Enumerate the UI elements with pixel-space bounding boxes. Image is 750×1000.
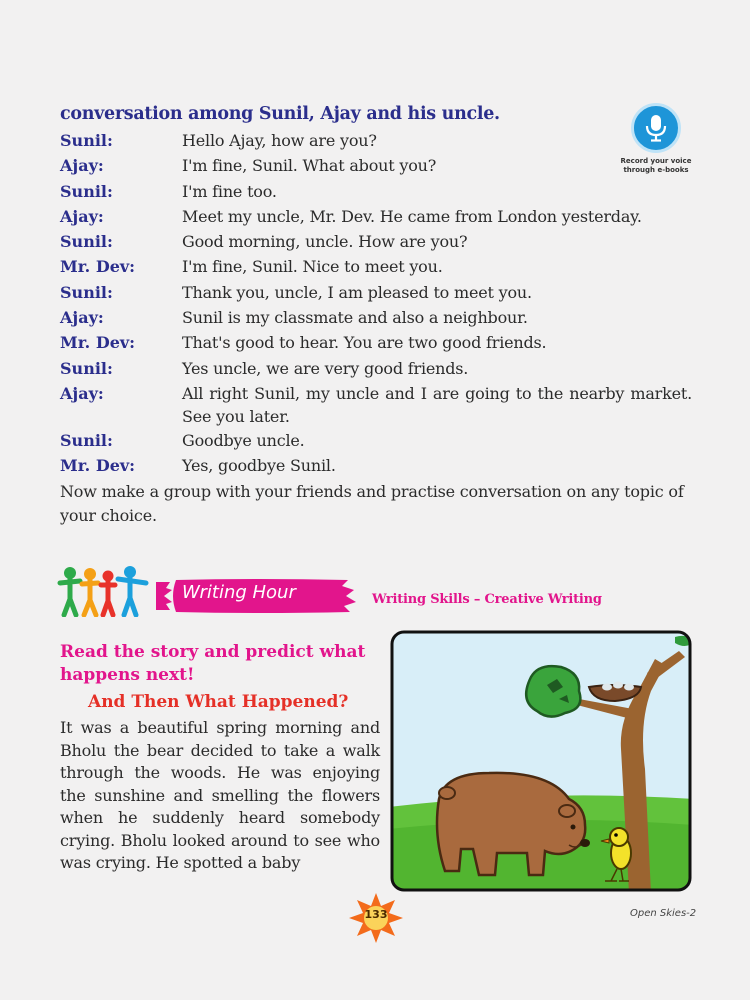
speech-text: Good morning, uncle. How are you? [182,232,468,252]
dialogue-line [60,229,692,254]
story-text: It was a beautiful spring morning and Bholu the bear decided to take a walk through the woods. He was enjoying the sunshine and smelling the flowers when he suddenly heard somebody crying. Bholu looked around to see who was crying. He spotted a baby [60,718,380,872]
speech-text: That's good to hear. You are two good friends. [182,333,547,353]
speech-text: Meet my uncle, Mr. Dev. He came from London yesterday. [182,206,642,226]
speech-text: I'm fine, Sunil. Nice to meet you. [182,257,443,277]
speech-text: Yes, goodbye Sunil. [182,456,336,476]
dialogue-line [60,428,692,453]
dialogue-line [60,280,692,305]
speaker-name: Sunil: [60,232,113,252]
speaker-name: Sunil: [60,131,113,150]
speech-text: All right Sunil, my uncle and I are going to the nearby market. See you later. [182,383,692,426]
story-title: And Then What Happened? [88,692,349,712]
dialogue-line [60,204,692,229]
speaker-name: Sunil: [60,358,113,378]
speech-text: Thank you, uncle, I am pleased to meet you. [182,282,532,302]
speech-text: Goodbye uncle. [182,430,305,450]
speaker-name: Ajay: [60,308,104,328]
speech-text: Yes uncle, we are very good friends. [182,358,469,378]
practice-instruction: Now make a group with your friends and practise conversation on any topic of your choice. [60,482,684,525]
page-number: 133 [364,908,388,921]
speaker-name: Ajay: [60,156,104,176]
speaker-name: Sunil: [60,430,113,450]
record-voice-caption: Record your voice through e-books [620,157,692,174]
dialogue-line [60,356,692,381]
dialogue [60,128,692,479]
speech-text: Hello Ajay, how are you? [182,131,377,150]
speaker-name: Sunil: [60,181,113,201]
writing-hour-title: Writing Hour [182,582,296,603]
speaker-name: Ajay: [60,383,104,403]
speaker-name: Mr. Dev: [60,456,136,476]
dialogue-line [60,128,692,153]
speech-text: I'm fine too. [182,181,277,201]
dialogue-line [60,453,692,478]
speaker-name: Mr. Dev: [60,333,136,353]
speaker-name: Ajay: [60,206,104,226]
dialogue-line [60,254,692,279]
read-story-heading: Read the story and predict what happens next! [60,642,366,685]
conversation-heading: conversation among Sunil, Ajay and his uncle. [60,104,500,124]
dialogue-line [60,330,692,355]
book-title: Open Skies-2 [630,908,697,919]
writing-skills-label: Writing Skills – Creative Writing [372,592,602,607]
speech-text: I'm fine, Sunil. What about you? [182,156,437,176]
dialogue-line [60,305,692,330]
dialogue-line [60,179,692,204]
dialogue-line [60,381,692,428]
group-people-icon [56,565,150,617]
dialogue-line [60,153,692,178]
speech-text: Sunil is my classmate and also a neighbour. [182,308,528,328]
speaker-name: Sunil: [60,282,113,302]
speaker-name: Mr. Dev: [60,257,136,277]
bear-and-bird-illustration [389,629,693,893]
